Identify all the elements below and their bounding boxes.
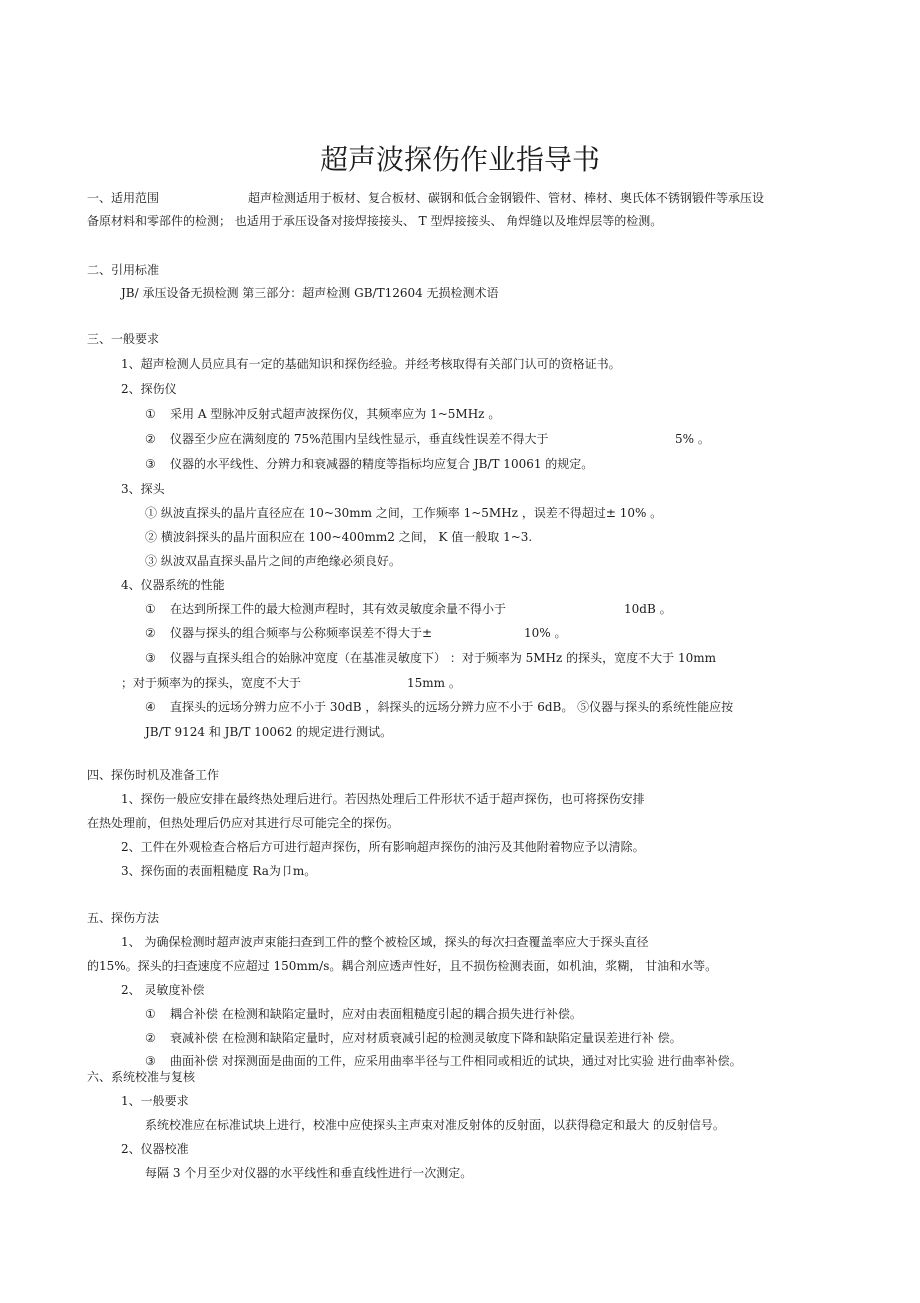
list-item: ② 横波斜探头的晶片面积应在 100~400mm2 之间， K 值一般取 1~3. — [145, 530, 533, 544]
list-item: 仪器与探头的组合频率与公称频率误差不得大于± — [170, 626, 433, 640]
list-item-cont: 的15%。探头的扫查速度不应超过 150mm/s。耦合剂应透声性好，且不损伤检测表面，如机油，浆糊， 甘油和水等。 — [87, 959, 718, 973]
list-item-value: 10dB 。 — [624, 602, 672, 616]
list-item: 衰减补偿 在检测和缺陷定量时，应对材质衰减引起的检测灵敏度下降和缺陷定量误差进行补 偿。 — [170, 1031, 682, 1045]
list-number: ① — [145, 407, 156, 421]
list-item — [121, 863, 316, 879]
paragraph: 系统校准应在标准试块上进行，校准中应使探头主声束对准反射体的反射面，以获得稳定和最大 的反射信号。 — [145, 1118, 725, 1132]
list-item: 采用 A 型脉冲反射式超声波探伤仪，其频率应为 1~5MHz 。 — [170, 407, 501, 421]
subsection-heading: 1、一般要求 — [121, 1094, 189, 1108]
subsection-heading: 4、仪器系统的性能 — [121, 578, 225, 592]
list-item-cont: ；对于频率为的探头，宽度不大于 — [121, 676, 302, 690]
section-6-heading: 六、系统校准与复核 — [87, 1070, 196, 1084]
list-item-text: 3、探伤面的表面粗糙度 Ra为 — [121, 864, 281, 878]
list-item: ① 纵波直探头的晶片直径应在 10~30mm 之间，工作频率 1~5MHz ，误差不得超过± 10% 。 — [145, 506, 663, 520]
section-2-heading: 二、引用标准 — [87, 263, 160, 277]
list-item-cont: JB/T 9124 和 JB/T 10062 的规定进行测试。 — [145, 725, 393, 739]
list-item: 仪器至少应在满刻度的 75%范围内呈线性显示，垂直线性误差不得大于 — [170, 432, 549, 446]
section-5-heading: 五、探伤方法 — [87, 911, 160, 925]
list-item: 仪器的水平线性、分辨力和衰减器的精度等指标均应复合 JB/T 10061 的规定。 — [170, 457, 594, 471]
subsection-heading: 2、仪器校准 — [121, 1142, 189, 1156]
section-3-heading: 三、一般要求 — [87, 332, 160, 346]
unit-symbol: 卩m。 — [280, 864, 317, 878]
list-item-value: 10% 。 — [524, 626, 567, 640]
section-4-heading: 四、探伤时机及准备工作 — [87, 768, 220, 782]
reference-standards: JB/ 承压设备无损检测 第三部分：超声检测 GB/T12604 无损检测术语 — [121, 286, 499, 300]
list-item: 曲面补偿 对探测面是曲面的工件，应采用曲率半径与工件相同或相近的试块，通过对比实验 进行曲率补偿。 — [170, 1054, 742, 1068]
list-item-value: 5% 。 — [675, 432, 710, 446]
subsection-heading: 2、 灵敏度补偿 — [121, 983, 205, 997]
subsection-heading: 2、探伤仪 — [121, 382, 177, 396]
list-item: 仪器与直探头组合的始脉冲宽度（在基准灵敏度下） ：对于频率为 5MHz 的探头，宽度不大于 10mm — [170, 651, 716, 665]
list-number: ③ — [145, 1054, 156, 1068]
list-number: ③ — [145, 651, 156, 665]
page-title: 超声波探伤作业指导书 — [319, 143, 600, 176]
list-number: ① — [145, 1007, 156, 1021]
list-number: ③ — [145, 457, 156, 471]
list-item: 直探头的远场分辨力应不小于 30dB ，斜探头的远场分辨力应不小于 6dB。 ⑤仪器与探头的系统性能应按 — [170, 700, 734, 714]
list-item-cont: 在热处理前，但热处理后仍应对其进行尽可能完全的探伤。 — [87, 816, 400, 830]
section-1-text: 超声检测适用于板材、复合板材、碳钢和低合金钢锻件、管材、棒材、奥氏体不锈钢锻件等承压设 — [248, 191, 765, 205]
section-1-heading: 一、适用范围 — [87, 191, 160, 205]
list-item: 耦合补偿 在检测和缺陷定量时，应对由表面粗糙度引起的耦合损失进行补偿。 — [170, 1007, 582, 1021]
list-item: 2、工件在外观检查合格后方可进行超声探伤，所有影响超声探伤的油污及其他附着物应予以清除。 — [121, 840, 645, 854]
list-item: 在达到所探工件的最大检测声程时，其有效灵敏度余量不得小于 — [170, 602, 507, 616]
list-number: ① — [145, 602, 156, 616]
list-item: ③ 纵波双晶直探头晶片之间的声绝缘必须良好。 — [145, 554, 401, 568]
list-item-value: 15mm 。 — [407, 676, 461, 690]
list-item: 1、 为确保检测时超声波声束能扫查到工件的整个被检区域，探头的每次扫查覆盖率应大于探头直径 — [121, 935, 649, 949]
list-number: ② — [145, 626, 156, 640]
list-item: 1、探伤一般应安排在最终热处理后进行。若因热处理后工件形状不适于超声探伤，也可将探伤安排 — [121, 792, 645, 806]
subsection-heading: 3、探头 — [121, 482, 165, 496]
list-item: 1、超声检测人员应具有一定的基础知识和探伤经验。并经考核取得有关部门认可的资格证书。 — [121, 357, 621, 371]
list-number: ④ — [145, 700, 156, 714]
section-1-text-cont: 备原材料和零部件的检测； 也适用于承压设备对接焊接接头、 T 型焊接接头、 角焊缝以及堆焊层等的检测。 — [87, 214, 663, 228]
paragraph: 每隔 3 个月至少对仪器的水平线性和垂直线性进行一次测定。 — [145, 1166, 473, 1180]
list-number: ② — [145, 1031, 156, 1045]
list-number: ② — [145, 432, 156, 446]
